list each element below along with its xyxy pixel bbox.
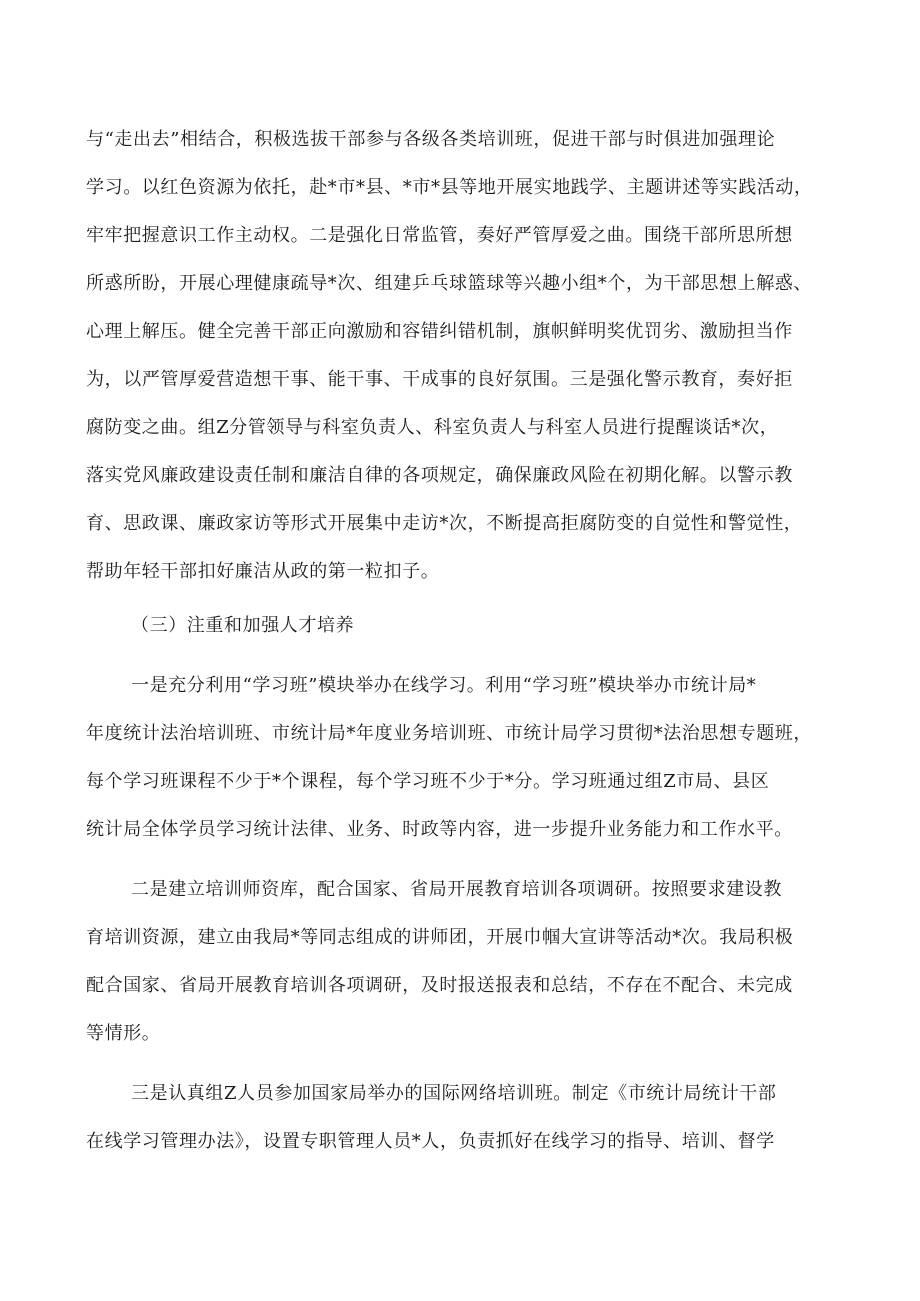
paragraph-line: 育培训资源，建立由我局*等同志组成的讲师团，开展巾帼大宣讲等活动*次。我局积极 [86, 927, 794, 948]
paragraph-line: 一是充分利用“学习班”模块举办在线学习。利用“学习班”模块举办市统计局* [131, 675, 757, 696]
paragraph-line: 牢牢把握意识工作主动权。二是强化日常监管，奏好严管厚爱之曲。围绕干部所思所想 [86, 225, 793, 246]
section-heading: （三）注重和加强人才培养 [131, 615, 355, 636]
paragraph-line: 与“走出去”相结合，积极选拔干部参与各级各类培训班，促进干部与时俱进加强理论 [86, 129, 776, 150]
paragraph-line: 落实党风廉政建设责任制和廉洁自律的各项规定，确保廉政风险在初期化解。以警示教 [86, 465, 793, 486]
paragraph-line: 在线学习管理办法》，设置专职管理人员*人，负责抓好在线学习的指导、培训、督学 [86, 1131, 775, 1152]
paragraph-line: 等情形。 [86, 1023, 161, 1044]
paragraph-line: 配合国家、省局开展教育培训各项调研，及时报送报表和总结，不存在不配合、未完成 [86, 975, 793, 996]
paragraph-line: 为，以严管厚爱营造想干事、能干事、干成事的良好氛围。三是强化警示教育，奏好拒 [86, 369, 793, 390]
paragraph-line: 所惑所盼，开展心理健康疏导*次、组建乒乓球篮球等兴趣小组*个，为干部思想上解惑、 [86, 273, 812, 294]
paragraph-line: 三是认真组Z人员参加国家局举办的国际网络培训班。制定《市统计局统计干部 [131, 1083, 777, 1104]
paragraph-line: 二是建立培训师资库，配合国家、省局开展教育培训各项调研。按照要求建设教 [131, 879, 782, 900]
paragraph-line: 帮助年轻干部扣好廉洁从政的第一粒扣子。 [86, 561, 440, 582]
paragraph-line: 心理上解压。健全完善干部正向激励和容错纠错机制，旗帜鲜明奖优罚劣、激励担当作 [86, 321, 793, 342]
paragraph-line: 学习。以红色资源为依托，赴*市*县、*市*县等地开展实地践学、主题讲述等实践活动， [86, 177, 813, 198]
paragraph-line: 育、思政课、廉政家访等形式开展集中走访*次，不断提高拒腐防变的自觉性和警觉性， [86, 513, 803, 534]
paragraph-line: 每个学习班课程不少于*个课程，每个学习班不少于*分。学习班通过组Z市局、县区 [86, 771, 770, 792]
paragraph-line: 统计局全体学员学习统计法律、业务、时政等内容，进一步提升业务能力和工作水平。 [86, 819, 793, 840]
paragraph-line: 腐防变之曲。组Z分管领导与科室负责人、科室负责人与科室人员进行提醒谈话*次， [86, 417, 779, 438]
paragraph-line: 年度统计法治培训班、市统计局*年度业务培训班、市统计局学习贯彻*法治思想专题班， [86, 723, 812, 744]
